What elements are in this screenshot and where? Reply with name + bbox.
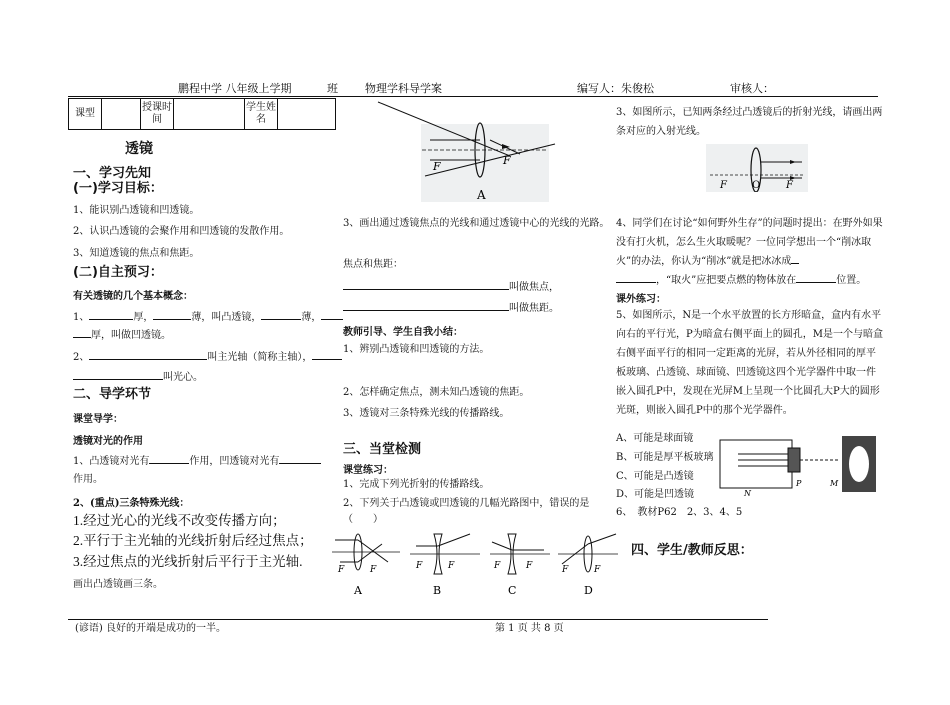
section-1-heading: 一、学习先知 <box>73 166 152 181</box>
homework-title: 课外练习： <box>616 294 666 305</box>
focal-label: F <box>786 180 793 191</box>
focal-label: F <box>494 561 501 571</box>
blank[interactable] <box>261 309 301 320</box>
summary-item: 1、辨别凸透镜和凹透镜的方法。 <box>343 344 490 355</box>
info-table <box>68 98 336 130</box>
focal-label: F <box>448 561 455 571</box>
focal-label: F <box>526 561 533 571</box>
focus-line-1: 叫做焦点， <box>343 279 559 295</box>
focal-label: F <box>338 565 345 575</box>
question-3: 3、画出通过透镜焦点的光线和通过透镜中心的光线的光路。 <box>343 218 610 229</box>
choice-b: B、可能是厚平板玻璃 <box>616 452 714 463</box>
info-label-name: 学生姓名 <box>245 99 278 130</box>
option-label: B <box>433 584 442 597</box>
blank[interactable] <box>343 300 509 311</box>
section-3-heading: 三、当堂检测 <box>343 442 422 457</box>
info-value-name[interactable] <box>278 99 336 130</box>
section-4-heading: 四、学生/教师反思： <box>631 543 753 558</box>
info-label-type: 课型 <box>69 99 102 130</box>
footer-page-number: 第 1 页 共 8 页 <box>495 623 564 634</box>
lens-effect-line: 1、凸透镜对光有 作用，凹透镜对光有 <box>73 453 321 469</box>
footer-rule <box>68 619 768 620</box>
blank[interactable] <box>89 349 207 360</box>
focal-label: F <box>503 154 511 167</box>
blank[interactable] <box>153 309 191 320</box>
practice-2: 2、下列关于凸透镜或凹透镜的几幅光路图中，错误的是（ ） <box>343 498 590 525</box>
focal-label: F <box>416 561 423 571</box>
concept-line-1b: 厚，叫做凹透镜。 <box>73 327 171 343</box>
focal-label: F <box>433 160 441 173</box>
figure-ray-diagram-a <box>330 96 620 211</box>
optical-center-label: O <box>752 180 761 191</box>
figure-dark-box <box>718 434 884 500</box>
footer-proverb: (谚语) 良好的开端是成功的一半。 <box>75 623 226 634</box>
option-label: C <box>508 584 517 597</box>
goal-item: 1、能识别凸透镜和凹透镜。 <box>73 205 200 216</box>
question-6: 6、 教材P62 2、3、4、5 <box>616 507 743 518</box>
header-author: 编写人：朱俊松 <box>577 82 654 95</box>
concept-line-1: 1、 厚， 薄，叫凸透镜， 薄， <box>73 309 343 325</box>
blank[interactable] <box>89 309 133 320</box>
blank[interactable] <box>73 327 91 338</box>
info-value-type[interactable] <box>102 99 141 130</box>
summary-item: 2、怎样确定焦点，测未知凸透镜的焦距。 <box>343 387 530 398</box>
concept-line-2b: 叫光心。 <box>73 369 203 385</box>
right-question-5: 5、如图所示，N是一个水平放置的长方形暗盒，盒内有水平向右的平行光，P为暗盒右侧平面上的圆孔，M是一个与暗盒右侧平面平行的相同一定距离的光屏，若从外径相同的厚平板玻璃、凸透镜、球面镜、凹透镜这四个光学器件中取一件嵌入圆孔P中，发现在光屏M上呈现一个比圆孔大P大的圆形光斑，则嵌入圆孔P中的那个光学器件。 <box>616 310 883 416</box>
practice-1: 1、完成下列光折射的传播路线。 <box>343 479 490 490</box>
practice-label: 课堂练习： <box>343 465 393 476</box>
right-question-3: 3、如图所示，已知两条经过凸透镜后的折射光线，请画出两条对应的入射光线。 <box>616 107 883 137</box>
summary-title: 教师引导、学生自我小结： <box>343 327 463 338</box>
concepts-title: 有关透镜的几个基本概念： <box>73 291 193 302</box>
draw-instruction: 画出凸透镜画三条。 <box>73 579 163 590</box>
focal-label: F <box>594 565 601 575</box>
goal-item: 2、认识凸透镜的会聚作用和凹透镜的发散作用。 <box>73 226 290 237</box>
guide-label: 课堂导学： <box>73 414 123 425</box>
special-rays-title: 2、(重点)三条特殊光线： <box>73 498 190 509</box>
learning-goals-heading: (一)学习目标： <box>73 181 163 196</box>
figure-convex-lens-o-drawing <box>706 144 808 192</box>
option-label: A <box>354 584 362 597</box>
blank[interactable] <box>279 453 321 464</box>
focal-label: F <box>562 565 569 575</box>
figure-options-abcd <box>330 528 620 600</box>
box-label-n: N <box>744 489 751 498</box>
focal-label: F <box>720 180 727 191</box>
preview-heading: (二)自主预习： <box>73 265 163 280</box>
focus-line-2: 叫做焦距。 <box>343 300 559 316</box>
choice-a: A、可能是球面镜 <box>616 433 694 444</box>
blank[interactable] <box>343 279 509 290</box>
figure-a-label: A <box>477 188 486 202</box>
blank[interactable] <box>73 369 163 380</box>
special-ray: 3.经过焦点的光线折射后平行于主光轴. <box>73 554 303 569</box>
header-class-label: 班 <box>327 82 338 95</box>
info-label-time: 授课时间 <box>141 99 174 130</box>
header-school-term: 鹏程中学 八年级上学期 <box>178 82 292 95</box>
page-title: 透镜 <box>125 141 153 157</box>
choice-d: D、可能是凹透镜 <box>616 489 695 500</box>
hole-label-p: P <box>796 479 802 488</box>
summary-item: 3、透镜对三条特殊光线的传播路线。 <box>343 408 510 419</box>
option-label: D <box>584 584 593 597</box>
right-question-4: 4、同学们在讨论“如何野外生存”的问题时提出：在野外如果没有打火机，怎么生火取暖呢？一位同学想出一个“削冰取火”的办法，你认为“削冰”就是把冰冰成 ，“取火”应把要点燃的物体放在 位置。 <box>616 218 883 286</box>
blank[interactable] <box>149 453 189 464</box>
lens-effect-line-end: 作用。 <box>73 474 103 485</box>
blank[interactable] <box>312 349 342 360</box>
focus-title: 焦点和焦距： <box>343 259 403 270</box>
focal-label: F <box>370 565 377 575</box>
blank[interactable] <box>791 253 799 264</box>
blank[interactable] <box>616 272 656 283</box>
goal-item: 3、知道透镜的焦点和焦距。 <box>73 248 200 259</box>
special-ray: 2.平行于主光轴的光线折射后经过焦点； <box>73 533 313 548</box>
header-reviewer: 审核人： <box>730 82 774 95</box>
section-2-heading: 二、导学环节 <box>73 387 152 402</box>
info-value-time[interactable] <box>174 99 245 130</box>
special-ray: 1.经过光心的光线不改变传播方向； <box>73 513 286 528</box>
blank[interactable] <box>321 309 343 320</box>
concept-line-2: 2、 叫主光轴（简称主轴）， <box>73 349 342 365</box>
blank[interactable] <box>796 272 836 283</box>
header-subject: 物理学科导学案 <box>365 82 442 95</box>
screen-label-m: M <box>830 479 839 488</box>
choice-c: C、可能是凸透镜 <box>616 471 694 482</box>
lens-effect-title: 透镜对光的作用 <box>73 436 143 447</box>
